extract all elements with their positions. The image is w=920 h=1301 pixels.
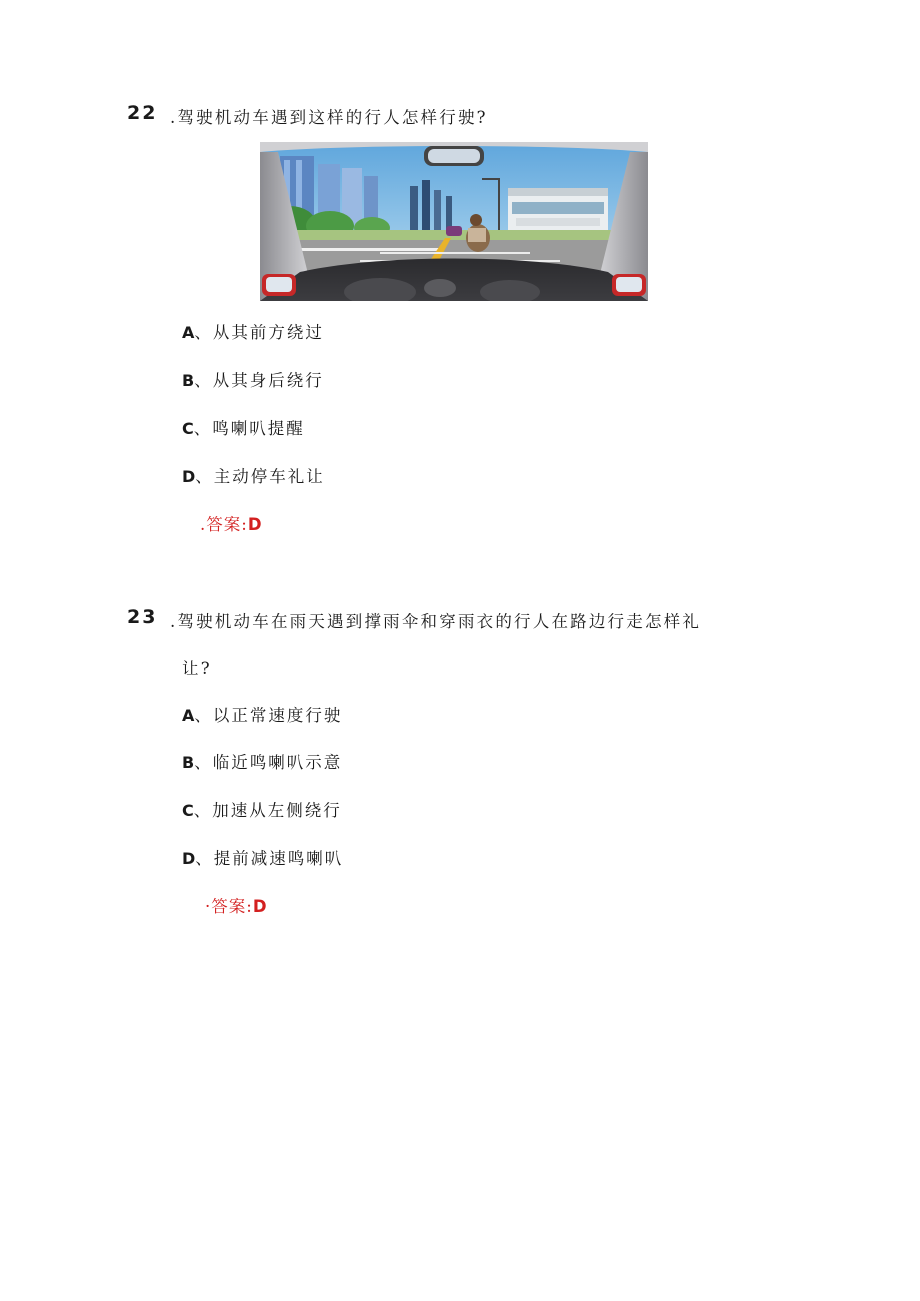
q22-option-b: [182, 367, 324, 391]
option-letter: B: [182, 753, 195, 772]
question-22-text: .驾驶机动车遇到这样的行人怎样行驶?: [170, 108, 488, 127]
option-letter: B: [182, 371, 195, 390]
option-text: 、从其身后绕行: [194, 371, 324, 390]
question-22-number: 22: [127, 102, 158, 124]
question-23-text-line1: .驾驶机动车在雨天遇到撑雨伞和穿雨衣的行人在路边行走怎样礼: [170, 612, 702, 631]
q22-option-d: [182, 463, 325, 487]
answer-value: D: [252, 897, 268, 916]
option-letter: D: [182, 849, 196, 868]
option-text: 、从其前方绕过: [194, 323, 324, 342]
answer-label: .答案:: [200, 515, 248, 534]
option-text: 、加速从左侧绕行: [193, 801, 342, 820]
option-text: 、鸣喇叭提醒: [193, 419, 305, 438]
q22-option-c: [182, 415, 305, 439]
q23-option-d: [182, 845, 343, 869]
option-letter: C: [182, 419, 194, 438]
q23-option-c: [182, 797, 342, 821]
q22-option-a: [182, 319, 324, 343]
option-text: 、临近鸣喇叭示意: [194, 753, 343, 772]
option-letter: A: [182, 706, 195, 725]
q22-answer: [200, 511, 263, 535]
q23-option-b: [182, 749, 342, 773]
answer-value: D: [247, 515, 263, 534]
answer-label: ·答案:: [205, 897, 253, 916]
option-letter: A: [182, 323, 195, 342]
option-letter: C: [182, 801, 194, 820]
question-23-number: 23: [127, 606, 158, 628]
option-letter: D: [182, 467, 196, 486]
option-text: 、以正常速度行驶: [194, 706, 343, 725]
q23-option-a: [182, 702, 342, 726]
option-text: 、主动停车礼让: [195, 467, 325, 486]
question-23-text-line2: 让?: [182, 659, 212, 678]
option-text: 、提前减速鸣喇叭: [195, 849, 344, 868]
q23-answer: [205, 893, 268, 917]
question-22-illustration: [260, 142, 648, 301]
